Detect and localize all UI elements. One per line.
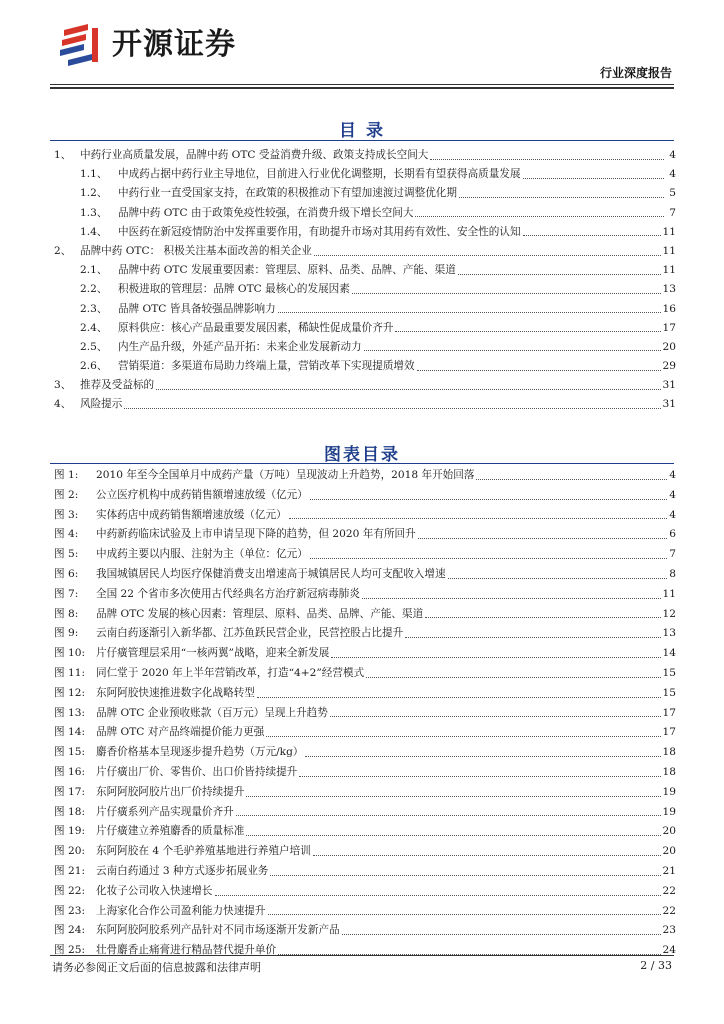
figure-entry-page: 19 [662, 785, 676, 798]
header-divider-thick [50, 87, 674, 89]
figure-entry-number: 图 7: [54, 587, 79, 600]
figure-entry[interactable] [50, 565, 676, 585]
figure-entry-page: 22 [662, 904, 676, 917]
figure-entry[interactable] [50, 803, 676, 823]
dot-leader [257, 696, 661, 698]
figure-entry-number: 图 15: [54, 746, 86, 759]
toc-entry[interactable] [50, 184, 676, 203]
figure-entry-number: 图 23: [54, 904, 86, 917]
figure-entry-title: 公立医疗机构中成药销售额增速放缓（亿元） [96, 488, 308, 501]
figure-entry-title: 品牌 OTC 发展的核心因素：管理层、原料、品类、品牌、产能、渠道 [96, 607, 424, 620]
dot-leader [289, 517, 668, 519]
dot-leader [352, 292, 661, 294]
figure-entry[interactable] [50, 743, 676, 763]
dot-leader [299, 775, 660, 777]
toc-entry-page: 4 [669, 149, 676, 161]
footer-disclaimer: 请务必参阅正文后面的信息披露和法律声明 [52, 961, 261, 974]
page-header [0, 0, 724, 90]
toc-entry[interactable] [50, 204, 676, 223]
toc-entry-title: 营销渠道：多渠道布局助力终端上量，营销改革下实现提质增效 [118, 360, 415, 373]
dot-leader [156, 388, 660, 390]
figure-entry[interactable] [50, 506, 676, 526]
toc-entry-page: 31 [662, 398, 676, 411]
toc-entry-page: 11 [662, 225, 676, 238]
figure-entry[interactable] [50, 902, 676, 922]
toc-entry-title: 品牌 OTC 皆具备较强品牌影响力 [118, 302, 276, 315]
toc-entry-number: 2.1、 [80, 264, 108, 277]
figure-entry-title: 麝香价格基本呈现逐步提升趋势（万元/kg） [96, 746, 304, 759]
figure-entry[interactable] [50, 921, 676, 941]
figure-entry-title: 云南白药通过 3 种方式逐步拓展业务 [96, 864, 269, 877]
figure-entry[interactable] [50, 545, 676, 565]
toc-entry-number: 2.3、 [80, 302, 108, 315]
figure-entry[interactable] [50, 466, 676, 486]
dot-leader [124, 407, 660, 409]
figure-entry[interactable] [50, 525, 676, 545]
toc-entry-title: 中医药在新冠疫情防治中发挥重要作用，有助提升市场对其用药有效性、安全性的认知 [118, 225, 521, 238]
figure-entry[interactable] [50, 941, 676, 961]
dot-leader [215, 894, 661, 896]
figure-entry-page: 22 [662, 884, 676, 897]
dot-leader [236, 814, 661, 816]
toc-entry-page: 11 [662, 244, 676, 257]
figure-entry-page: 13 [662, 627, 676, 640]
figures-title: 图表目录 [324, 445, 400, 465]
figure-entry-number: 图 18: [54, 805, 86, 818]
figure-entry-page: 15 [662, 666, 676, 679]
toc-entry-number: 2.5、 [80, 340, 108, 353]
figure-entry-title: 片仔癀系列产品实现量价齐升 [96, 805, 234, 818]
figure-entry-title: 品牌 OTC 企业预收账款（百万元）呈现上升趋势 [96, 706, 328, 719]
toc-entry-title: 积极进取的管理层：品牌 OTC 最核心的发展因素 [118, 283, 350, 296]
dot-leader [418, 537, 668, 539]
figure-entry-title: 片仔癀管理层采用“一核两翼”战略，迎来全新发展 [96, 647, 330, 660]
figure-entry-number: 图 13: [54, 706, 86, 719]
figure-entry-number: 图 20: [54, 845, 86, 858]
toc-entry-title: 中成药占据中药行业主导地位，目前进入行业优化调整期，长期看有望获得高质量发展 [118, 168, 521, 181]
toc-entry-page: 20 [662, 340, 676, 353]
toc-entry-page: 17 [662, 321, 676, 334]
figure-entry-page: 11 [662, 587, 676, 600]
figure-entry-title: 品牌 OTC 对产品终端提价能力更强 [96, 726, 265, 739]
toc-title-rule [50, 140, 674, 141]
figure-entry-number: 图 25: [54, 944, 86, 957]
figure-entry-page: 18 [662, 746, 676, 759]
figure-entry-page: 19 [662, 805, 676, 818]
figure-entry-title: 全国 22 个省市多次使用古代经典名方治疗新冠病毒肺炎 [96, 587, 360, 600]
dot-leader [270, 874, 660, 876]
figure-entry-number: 图 3: [54, 508, 79, 521]
dot-leader [266, 735, 660, 737]
figures-title-rule [50, 463, 674, 464]
toc-entry-number: 1.2、 [80, 187, 108, 200]
dot-leader [330, 715, 661, 717]
figure-entry-title: 化妆子公司收入快速增长 [96, 884, 213, 897]
figure-entry-number: 图 12: [54, 686, 86, 699]
toc-entry[interactable] [50, 376, 676, 395]
toc-entry-title: 风险提示 [80, 398, 123, 411]
figure-entry-title: 云南白药逐渐引入新华都、江苏鱼跃民营企业，民营控股占比提升 [96, 627, 404, 640]
page-number: 2 / 33 [640, 959, 672, 972]
figure-entry-page: 23 [662, 924, 676, 937]
figure-entry-page: 4 [669, 508, 676, 521]
toc-entry[interactable] [50, 395, 676, 414]
toc-entry-page: 16 [662, 302, 676, 315]
toc-entry[interactable] [50, 300, 676, 319]
figure-entry-title: 中成药主要以内服、注射为主（单位：亿元） [96, 548, 308, 561]
toc-entry-number: 4、 [54, 398, 72, 411]
figure-entry[interactable] [50, 585, 676, 605]
figure-entry-page: 20 [662, 825, 676, 838]
dot-leader [314, 254, 661, 256]
toc-entry-page: 4 [669, 168, 676, 181]
dot-leader [313, 854, 661, 856]
dot-leader [459, 196, 664, 198]
figure-entry-page: 21 [662, 864, 676, 877]
figure-entry-number: 图 16: [54, 765, 86, 778]
toc-entry-number: 1.1、 [80, 168, 108, 181]
figure-entry-title: 东阿阿胶快速推进数字化战略转型 [96, 686, 255, 699]
figure-entry-title: 片仔癀建立养殖麝香的质量标准 [96, 825, 245, 838]
dot-leader [310, 498, 667, 500]
figure-entry[interactable] [50, 882, 676, 902]
figure-entry-page: 18 [662, 765, 676, 778]
toc-entry[interactable] [50, 338, 676, 357]
figure-entry[interactable] [50, 783, 676, 803]
dot-leader [448, 577, 668, 579]
figure-entry-number: 图 4: [54, 528, 79, 541]
dot-leader [430, 158, 664, 160]
dot-leader [405, 636, 660, 638]
toc-entry-number: 1、 [54, 149, 72, 161]
toc-entry-number: 1.4、 [80, 225, 108, 238]
figure-entry-number: 图 6: [54, 567, 79, 580]
figure-entry-page: 8 [669, 567, 676, 580]
figure-entry-number: 图 24: [54, 924, 86, 937]
figure-entry-number: 图 9: [54, 627, 79, 640]
toc-entry[interactable] [50, 261, 676, 280]
dot-leader [268, 913, 661, 915]
dot-leader [246, 834, 660, 836]
toc-entry-page: 5 [669, 187, 676, 200]
toc-entry-page: 11 [662, 264, 676, 277]
figure-entry[interactable] [50, 684, 676, 704]
toc-entry[interactable] [50, 280, 676, 299]
figure-entry-number: 图 14: [54, 726, 86, 739]
toc-entry-title: 内生产品升级，外延产品开拓：未来企业发展新动力 [118, 340, 362, 353]
dot-leader [425, 616, 660, 618]
toc-title: 目 录 [339, 121, 385, 141]
toc-entry[interactable] [50, 165, 676, 184]
figure-entry-number: 图 17: [54, 785, 86, 798]
toc-entry[interactable] [50, 357, 676, 376]
dot-leader [342, 933, 661, 935]
dot-leader [366, 676, 660, 678]
figure-entry-title: 同仁堂于 2020 年上半年营销改革，打造“4+2”经营模式 [96, 666, 365, 679]
dot-leader [278, 311, 661, 313]
dot-leader [415, 215, 664, 217]
toc-entry-title: 中药行业一直受国家支持，在政策的积极推动下有望加速渡过调整优化期 [118, 187, 457, 200]
figure-entry[interactable] [50, 822, 676, 842]
toc-entry-title: 原料供应：核心产品最重要发展因素，稀缺性促成量价齐升 [118, 321, 394, 334]
figure-entry[interactable] [50, 723, 676, 743]
toc-entry-number: 2.2、 [80, 283, 108, 296]
header-divider [50, 84, 674, 85]
report-type-label: 行业深度报告 [599, 66, 672, 80]
figure-entry-page: 7 [669, 548, 676, 561]
logo-icon [58, 22, 104, 68]
toc-entry-number: 3、 [54, 379, 72, 392]
toc-entry[interactable] [50, 223, 676, 242]
figure-entry[interactable] [50, 664, 676, 684]
figure-entry-number: 图 21: [54, 864, 86, 877]
figure-entry[interactable] [50, 842, 676, 862]
dot-leader [305, 755, 660, 757]
figure-entry[interactable] [50, 486, 676, 506]
figures-list [50, 466, 676, 961]
figure-entry-number: 图 2: [54, 488, 79, 501]
figure-entry-title: 东阿阿胶阿胶片出厂价持续提升 [96, 785, 245, 798]
figure-entry-title: 片仔癀出厂价、零售价、出口价皆持续提升 [96, 765, 298, 778]
figure-entry-page: 6 [669, 528, 676, 541]
toc-entry-page: 31 [662, 379, 676, 392]
toc-entry-page: 29 [662, 360, 676, 373]
toc-entry-number: 2.6、 [80, 360, 108, 373]
dot-leader [246, 795, 660, 797]
toc-entry-title: 中药行业高质量发展，品牌中药 OTC 受益消费升级、政策支持成长空间大 [80, 149, 429, 161]
figure-entry-number: 图 19: [54, 825, 86, 838]
figure-entry-page: 15 [662, 686, 676, 699]
figure-entry-title: 东阿阿胶在 4 个毛驴养殖基地进行养殖户培训 [96, 845, 311, 858]
figure-entry-number: 图 5: [54, 548, 79, 561]
figure-entry[interactable] [50, 862, 676, 882]
footer-divider [50, 955, 674, 956]
toc-entry-number: 2、 [54, 244, 72, 257]
figure-entry-page: 14 [662, 647, 676, 660]
dot-leader [417, 369, 661, 371]
figure-entry-number: 图 11: [54, 666, 86, 679]
figure-entry-title: 上海家化合作公司盈利能力快速提升 [96, 904, 266, 917]
toc-entry-title: 品牌中药 OTC 发展重要因素：管理层、原料、品类、品牌、产能、渠道 [118, 264, 456, 277]
figure-entry-page: 12 [662, 607, 676, 620]
figure-entry-number: 图 22: [54, 884, 86, 897]
figure-entry-title: 壮骨麝香止痛膏进行精品替代提升单价 [96, 944, 277, 957]
toc-entry[interactable] [50, 242, 676, 261]
logo-wordmark: 开源证券 [112, 27, 236, 62]
figure-entry-number: 图 8: [54, 607, 79, 620]
figure-entry-page: 4 [669, 488, 676, 501]
toc-entry-page: 7 [669, 206, 676, 219]
figure-entry-page: 4 [669, 469, 676, 481]
dot-leader [458, 273, 661, 275]
figure-entry[interactable] [50, 605, 676, 625]
toc-entry[interactable] [50, 319, 676, 338]
figure-entry[interactable] [50, 624, 676, 644]
figure-entry-title: 实体药店中成药销售额增速放缓（亿元） [96, 508, 287, 521]
dot-leader [331, 656, 660, 658]
dot-leader [395, 330, 660, 332]
toc-entry[interactable] [50, 146, 676, 165]
company-logo [58, 22, 236, 68]
figure-entry-title: 我国城镇居民人均医疗保健消费支出增速高于城镇居民人均可支配收入增速 [96, 567, 446, 580]
figure-entry-title: 2010 年至今全国单月中成药产量（万吨）呈现波动上升趋势，2018 年开始回落 [96, 469, 475, 481]
dot-leader [523, 177, 664, 179]
figure-entry-number: 图 1: [54, 469, 79, 481]
dot-leader [364, 349, 661, 351]
figure-entry[interactable] [50, 644, 676, 664]
figure-entry[interactable] [50, 763, 676, 783]
figure-entry[interactable] [50, 704, 676, 724]
toc-entry-number: 1.3、 [80, 206, 108, 219]
dot-leader [476, 478, 667, 480]
toc-entry-page: 13 [662, 283, 676, 296]
figure-entry-title: 中药新药临床试验及上市申请呈现下降的趋势，但 2020 年有所回升 [96, 528, 416, 541]
figure-entry-page: 20 [662, 845, 676, 858]
figure-entry-page: 17 [662, 726, 676, 739]
figure-entry-title: 东阿阿胶阿胶系列产品针对不同市场逐渐开发新产品 [96, 924, 340, 937]
figure-entry-page: 24 [662, 944, 676, 957]
toc-entry-title: 品牌中药 OTC 由于政策免疫性较强，在消费升级下增长空间大 [118, 206, 414, 219]
dot-leader [362, 597, 661, 599]
toc-list [50, 146, 676, 415]
figure-entry-page: 17 [662, 706, 676, 719]
dot-leader [523, 234, 661, 236]
toc-entry-number: 2.4、 [80, 321, 108, 334]
toc-entry-title: 品牌中药 OTC： 积极关注基本面改善的相关企业 [80, 244, 312, 257]
figure-entry-number: 图 10: [54, 647, 86, 660]
toc-entry-title: 推荐及受益标的 [80, 379, 155, 392]
dot-leader [310, 557, 667, 559]
